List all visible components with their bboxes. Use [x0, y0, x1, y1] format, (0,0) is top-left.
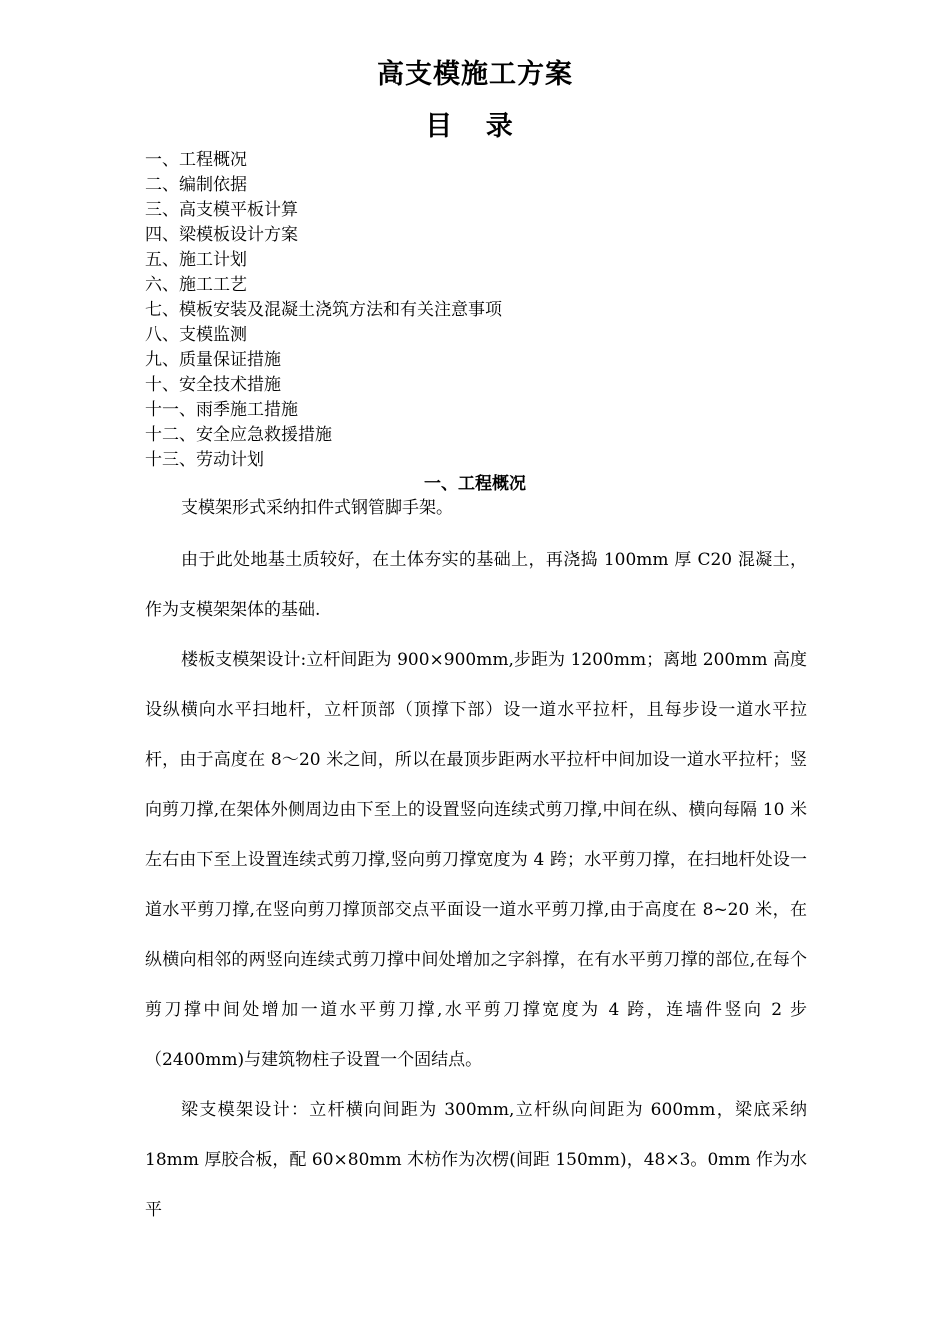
- toc-item: 十一、雨季施工措施: [145, 400, 298, 420]
- toc-item: 三、高支模平板计算: [145, 200, 298, 220]
- toc-item: 八、支模监测: [145, 325, 247, 345]
- document-title: 高支模施工方案: [377, 59, 573, 90]
- toc-item: 十三、劳动计划: [145, 450, 264, 470]
- toc-title: 目 录: [425, 111, 525, 142]
- toc-item: 七、模板安装及混凝土浇筑方法和有关注意事项: [145, 300, 502, 320]
- toc-item: 六、施工工艺: [145, 275, 247, 295]
- toc-item: 二、编制依据: [145, 175, 247, 195]
- body-paragraph: 由于此处地基土质较好，在土体夯实的基础上，再浇捣 100mm 厚 C20 混凝土，作为支模架架体的基础.: [145, 550, 807, 620]
- toc-item: 十二、安全应急救援措施: [145, 425, 332, 445]
- toc-item: 四、梁模板设计方案: [145, 225, 298, 245]
- body-paragraph: 楼板支模架设计:立杆间距为 900×900mm,步距为 1200mm；离地 200mm 高度设纵横向水平扫地杆，立杆顶部（顶撑下部）设一道水平拉杆，且每步设一道水平拉杆，由于高度在 8～20 米之间，所以在最顶步距两水平拉杆中间加设一道水平拉杆；竖向剪刀撑,在架体外侧周边由下至上的设置竖向连续式剪刀撑,中间在纵、横向每隔 10 米左右由下至上设置连续式剪刀撑,竖向剪刀撑宽度为 4 跨；水平剪刀撑，在扫地杆处设一道水平剪刀撑,在竖向剪刀撑顶部交点平面设一道水平剪刀撑,由于高度在 8~20 米，在纵横向相邻的两竖向连续式剪刀撑中间处增加之字斜撑，在有水平剪刀撑的部位,在每个剪刀撑中间处增加一道水平剪刀撑,水平剪刀撑宽度为 4 跨，连墙件竖向 2 步（2400mm)与建筑物柱子设置一个固结点。: [145, 650, 807, 1070]
- toc-item: 九、质量保证措施: [145, 350, 281, 370]
- toc-item: 五、施工计划: [145, 250, 247, 270]
- table-of-contents: [145, 148, 502, 473]
- body-paragraph: 梁支模架设计：立杆横向间距为 300mm,立杆纵向间距为 600mm，梁底采纳 18mm 厚胶合板，配 60×80mm 木枋作为次楞(间距 150mm)，48×3。0mm 作为水平: [145, 1100, 807, 1220]
- section-heading: 一、工程概况: [424, 474, 526, 494]
- toc-item: 十、安全技术措施: [145, 375, 281, 395]
- toc-item: 一、工程概况: [145, 150, 247, 170]
- body-text-block: [145, 535, 807, 1235]
- body-paragraph: 支模架形式采纳扣件式钢管脚手架。: [181, 498, 453, 518]
